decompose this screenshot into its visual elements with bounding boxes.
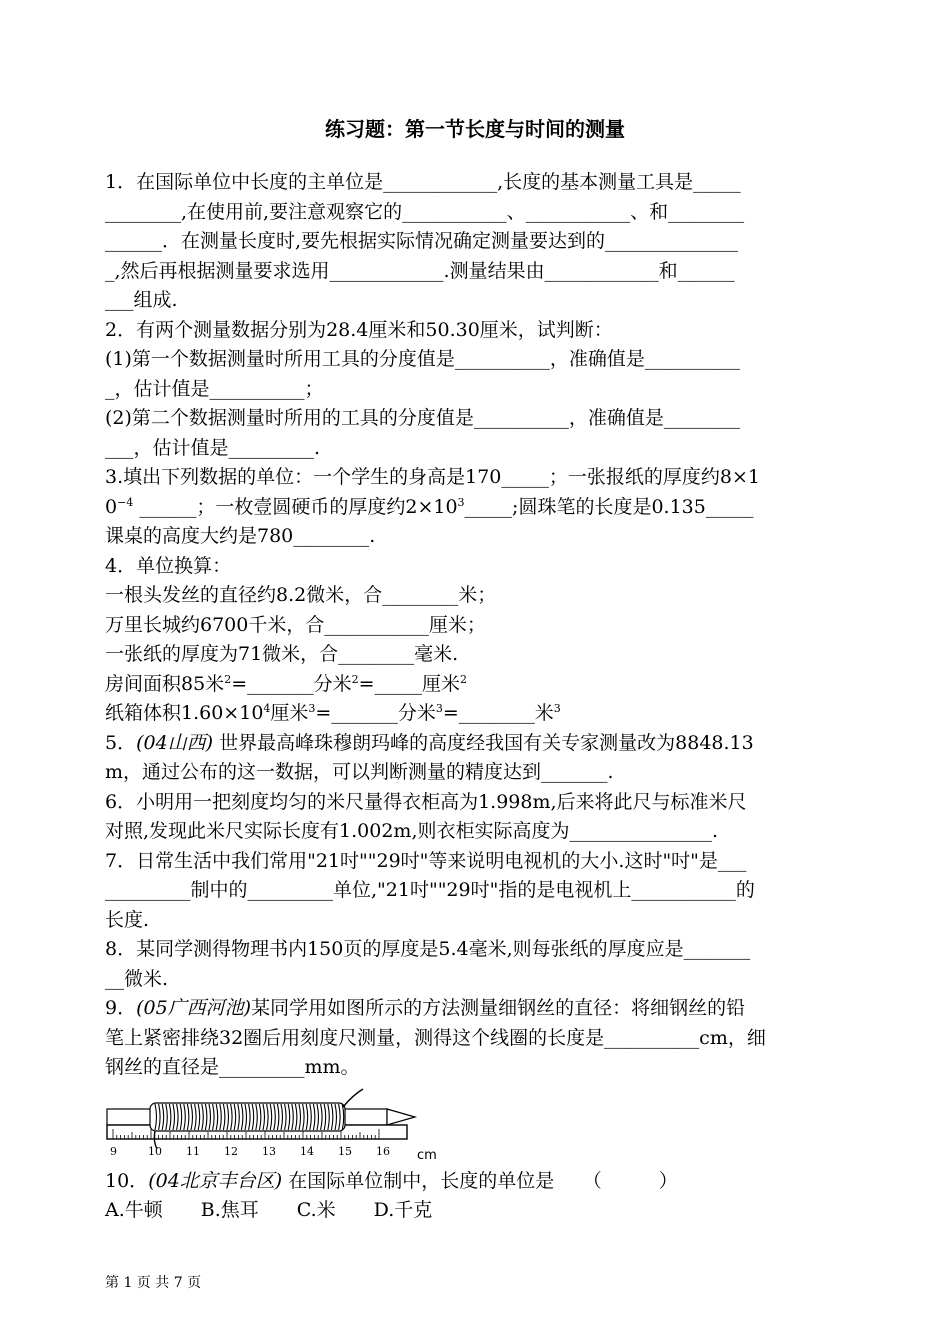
- q4-area-sup-3: 2: [460, 672, 468, 686]
- question-6-line-1: 6．小明用一把刻度均匀的米尺量得衣柜高为1.998m,后来将此尺与标准米尺: [105, 790, 747, 813]
- question-9-line-2: 笔上紧密排绕32圈后用刻度尺测量，测得这个线圈的长度是__________cm，细: [105, 1026, 766, 1049]
- q4-area-sup-2: 2: [351, 672, 359, 686]
- q4-volume-c: =_______分米: [315, 702, 436, 724]
- q9-number: 9．: [105, 997, 137, 1019]
- q4-volume-a: 纸箱体积1.60×10: [105, 702, 264, 724]
- q10-number: 10．: [105, 1169, 149, 1192]
- question-2-line-3: _，估计值是__________；: [105, 377, 324, 400]
- question-7-line-3: 长度.: [105, 908, 150, 931]
- ruler-tick-label: 11: [186, 1144, 200, 1158]
- question-4-line-2: 一根头发丝的直径约8.2微米，合________米；: [105, 584, 497, 606]
- q3-text-a: 0: [105, 495, 118, 518]
- ruler-unit-label: cm: [417, 1147, 437, 1163]
- question-1-line-2: ________,在使用前,要注意观察它的___________、___________、和________: [105, 200, 745, 223]
- q4-volume-sup-3: 3: [553, 702, 561, 715]
- question-1-line-4: _,然后再根据测量要求选用____________.测量结果由____________和______: [105, 259, 735, 282]
- q4-volume-sup-2: 3: [435, 702, 443, 715]
- ruler-tick-label: 13: [262, 1144, 276, 1158]
- question-5-line-1: [105, 729, 850, 759]
- q4-area-sup-1: 2: [224, 672, 232, 686]
- page-footer: 第 1 页 共 7 页: [105, 1275, 202, 1291]
- q5-source: (04山西): [136, 731, 214, 754]
- q4-volume-sup-exp: 4: [263, 702, 271, 715]
- q4-volume-d: =________米: [442, 702, 554, 724]
- question-1-line-3: ______．在测量长度时,要先根据实际情况确定测量要达到的______________: [105, 230, 739, 252]
- q3-text-b: ______；一枚壹圆硬币的厚度约2×10: [133, 495, 458, 518]
- q4-volume-b: 厘米: [270, 702, 309, 724]
- question-7-line-2: _________制中的_________单位,"21吋""29吋"指的是电视机上___________的: [105, 879, 755, 901]
- question-10-options: A.牛顿 B.焦耳 C.米 D.千克: [105, 1199, 433, 1221]
- question-2-line-2: (1)第一个数据测量时所用工具的分度值是__________，准确值是__________: [105, 348, 740, 370]
- question-8-line-1: 8．某同学测得物理书内150页的厚度是5.4毫米,则每张纸的厚度应是_______: [105, 938, 751, 960]
- ruler-tick-label: 16: [376, 1144, 390, 1158]
- question-6-line-2: 对照,发现此米尺实际长度有1.002m,则衣柜实际高度为_______________.: [105, 820, 719, 842]
- question-5-line-2: m，通过公布的这一数据，可以判断测量的精度达到_______.: [105, 761, 614, 783]
- q10-source: (04北京丰台区): [148, 1169, 283, 1192]
- q9-text: 某同学用如图所示的方法测量细钢丝的直径：将细钢丝的铅: [251, 997, 746, 1019]
- ruler-tick-label: 14: [300, 1144, 314, 1158]
- q4-volume-sup-1: 3: [308, 702, 316, 715]
- q3-text-c: _____;圆珠笔的长度是0.135_____: [464, 495, 754, 518]
- question-4-line-3: 万里长城约6700千米，合___________厘米；: [105, 613, 486, 636]
- question-3-line-2: [105, 493, 850, 523]
- q3-exponent-2: 3: [457, 495, 465, 509]
- q10-text: 在国际单位制中，长度的单位是 （ ）: [282, 1169, 678, 1192]
- q4-area-a: 房间面积85米: [105, 672, 225, 695]
- question-2-line-4: (2)第二个数据测量时所用的工具的分度值是__________，准确值是________: [105, 407, 740, 429]
- q9-source: (05广西河池): [136, 997, 252, 1019]
- question-1-line-5: ___组成.: [105, 289, 178, 311]
- ruler-tick-label: 12: [224, 1144, 238, 1158]
- ruler-tick-label: 15: [338, 1144, 352, 1158]
- q5-text: 世界最高峰珠穆朗玛峰的高度经我国有关专家测量改为8848.13: [213, 731, 754, 754]
- q4-area-c: =_____厘米: [358, 672, 461, 695]
- exercise-content: [105, 168, 850, 1226]
- ruler-tick-label: 9: [110, 1144, 117, 1158]
- question-1-line-1: 1．在国际单位中长度的主单位是____________,长度的基本测量工具是_____: [105, 171, 741, 193]
- question-4-line-1: 4．单位换算：: [105, 554, 232, 577]
- question-4-line-4: 一张纸的厚度为71微米，合________毫米.: [105, 643, 459, 665]
- ruler-tick-label: 10: [148, 1144, 162, 1158]
- question-3-line-3: 课桌的高度大约是780________.: [105, 525, 376, 547]
- question-9-line-3: 钢丝的直径是_________mm。: [105, 1056, 360, 1078]
- q4-area-b: =_______分米: [231, 672, 352, 695]
- ruler-figure: [105, 1087, 850, 1167]
- question-8-line-2: __微米.: [105, 967, 169, 990]
- question-10-line-1: [105, 1167, 850, 1197]
- question-9-line-1: [105, 994, 850, 1024]
- q3-exponent-1: −4: [117, 495, 134, 509]
- ruler-with-coiled-wire: [105, 1087, 445, 1165]
- page-title: 练习题：第一节长度与时间的测量: [325, 117, 625, 141]
- question-4-line-5: [105, 670, 850, 700]
- question-3-line-1: 3.填出下列数据的单位：一个学生的身高是170_____；一张报纸的厚度约8×1: [105, 466, 760, 488]
- question-2-line-5: ___，估计值是_________.: [105, 436, 321, 459]
- q5-number: 5．: [105, 731, 137, 754]
- question-2-line-1: 2．有两个测量数据分别为28.4厘米和50.30厘米，试判断：: [105, 318, 613, 341]
- question-4-line-6: [105, 699, 850, 729]
- question-7-line-1: 7．日常生活中我们常用"21吋""29吋"等来说明电视机的大小.这时"吋"是___: [105, 849, 747, 872]
